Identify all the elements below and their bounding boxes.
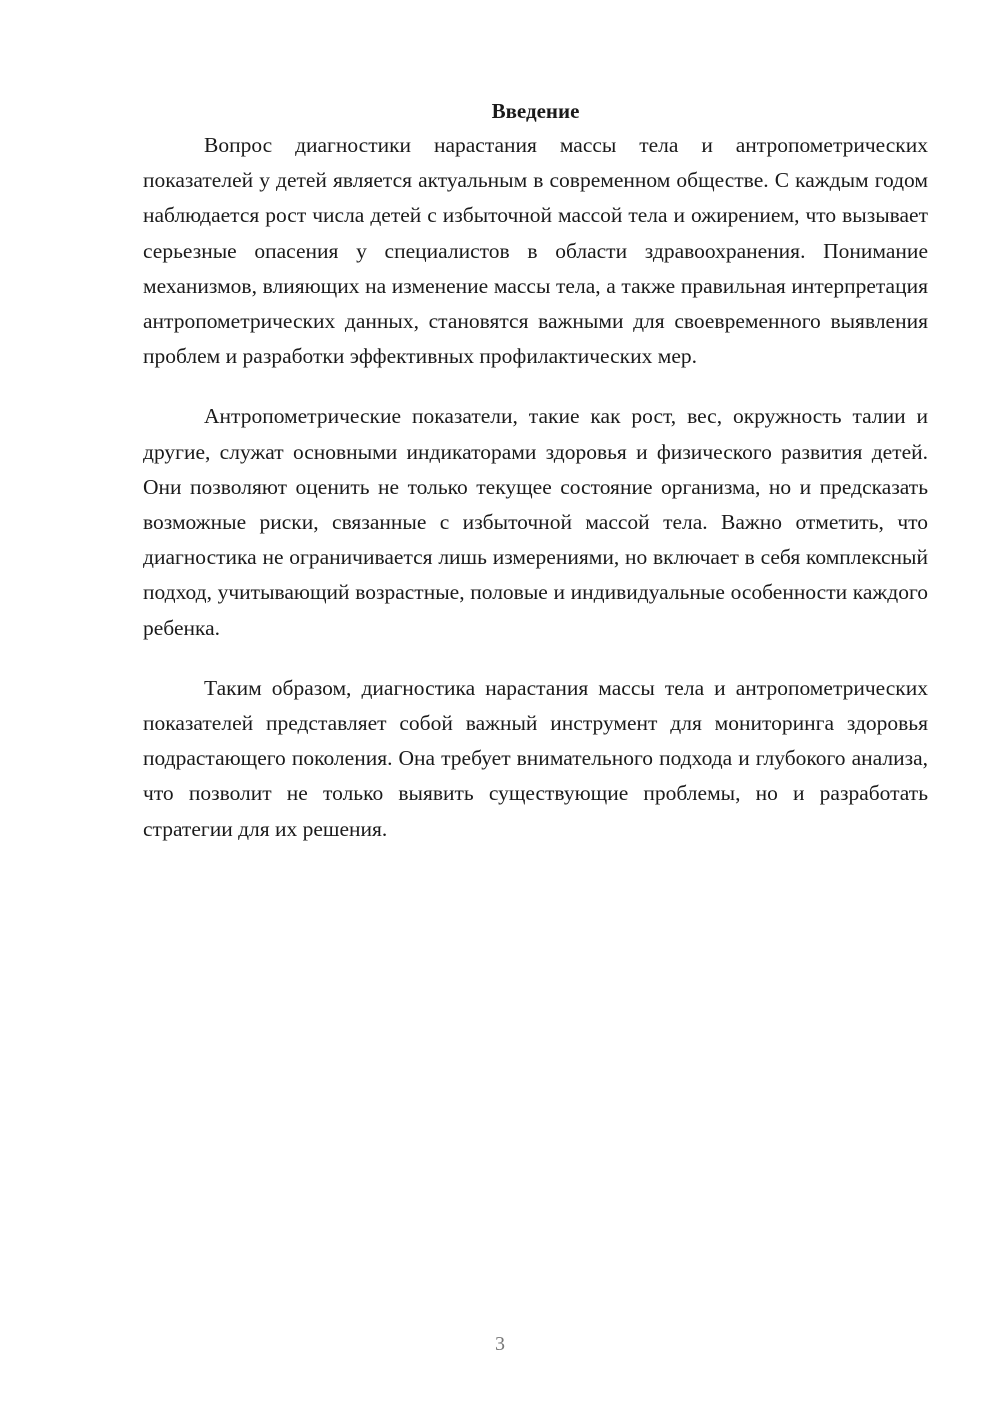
paragraph-1: Вопрос диагностики нарастания массы тела и антропометрических показателей у детей является актуальным в современном обществе. С каждым годом наблюдается рост числа детей с избыточной массой тела и ожирением, что вызывает серьезные опасения у специалистов в области здравоохранения. Понимание механизмов, влияющих на изменение массы тела, а также правильная интерпретация антропометрических данных, становятся важными для своевременного выявления проблем и разработки эффективных профилактических мер. [143,133,928,369]
paragraph-3: Таким образом, диагностика нарастания массы тела и антропометрических показателей представляет собой важный инструмент для мониторинга здоровья подрастающего поколения. Она требует внимательного подхода и глубокого анализа, что позволит не только выявить существующие проблемы, но и разработать стратегии для их решения. [143,675,928,841]
page-number: 3 [495,1333,505,1355]
paragraph-2: Антропометрические показатели, такие как рост, вес, окружность талии и другие, служат основными индикаторами здоровья и физического развития детей. Они позволяют оценить не только текущее состояние организма, но и предсказать возможные риски, связанные с избыточной массой тела. Важно отметить, что диагностика не ограничивается лишь измерениями, но включает в себя комплексный подход, учитывающий возрастные, половые и индивидуальные особенности каждого ребенка. [143,404,928,640]
section-title: Введение [491,99,580,123]
page-content [143,96,928,872]
